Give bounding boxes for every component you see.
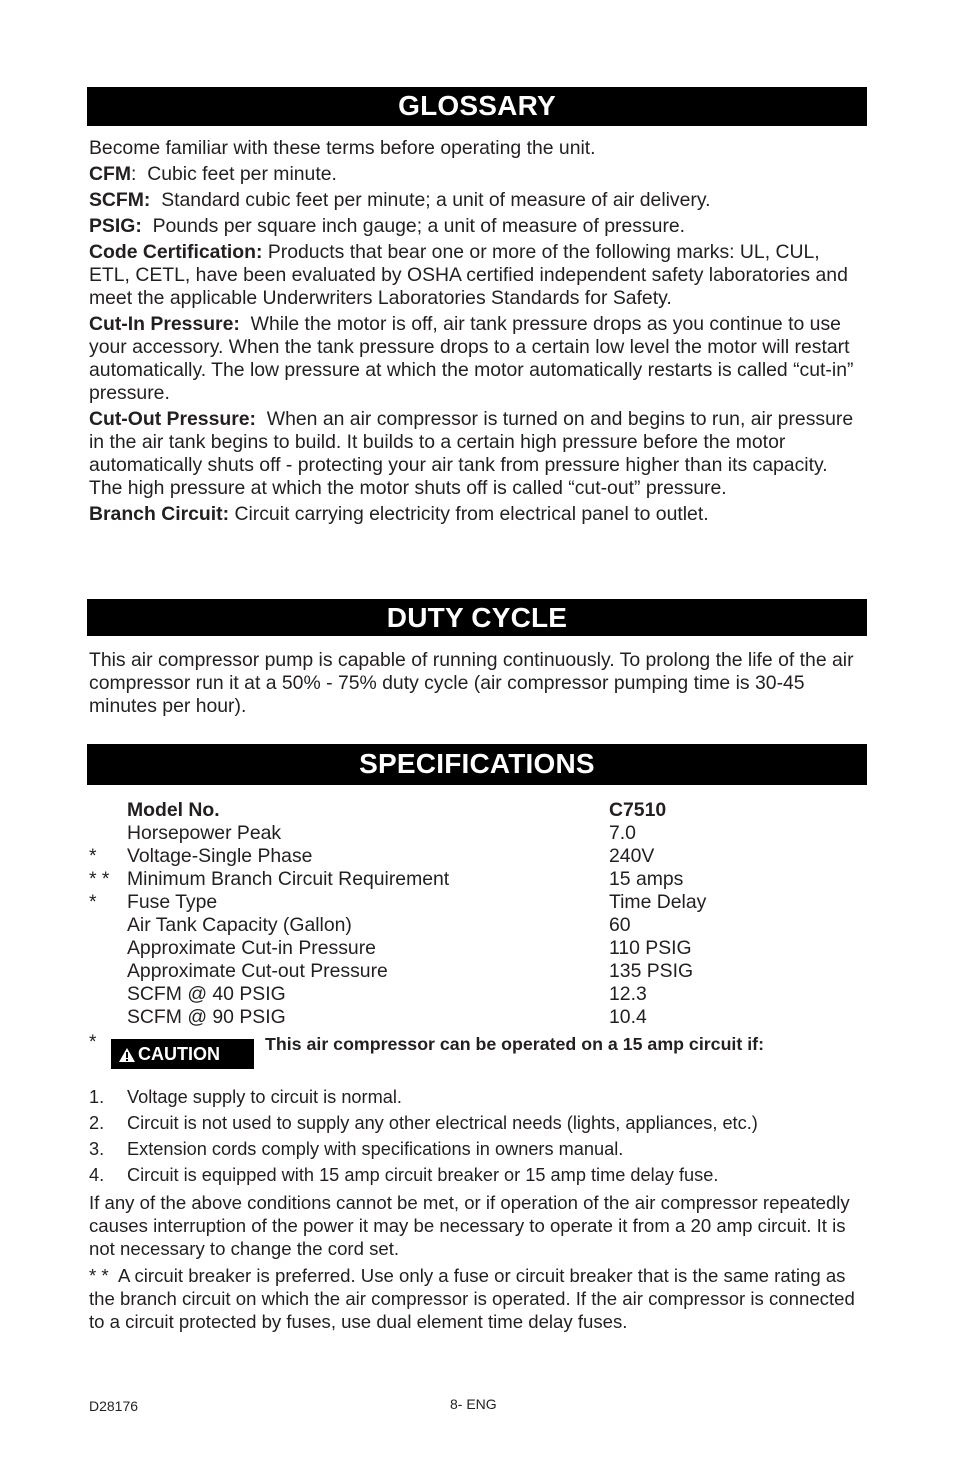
spec-footnote-mark: * * — [89, 868, 110, 890]
spec-row — [89, 914, 869, 937]
list-item: 1. Voltage supply to circuit is normal. — [89, 1087, 402, 1107]
glossary-term: Cut-In Pressure: While the motor is off, air tank pressure drops as you continue to use your accessory. When the tank pressure drops to a certain low level the motor will restart automatically. The low pressure at which the motor automatically restarts is called “cut-in” pressure. — [89, 313, 854, 404]
spec-value: 15 amps — [609, 868, 684, 890]
spec-label: SCFM @ 90 PSIG — [127, 1006, 286, 1028]
glossary-term: SCFM: Standard cubic feet per minute; a unit of measure of air delivery. — [89, 189, 711, 211]
spec-row — [89, 868, 869, 891]
spec-row — [89, 891, 869, 914]
glossary-body — [89, 137, 864, 529]
spec-footnote-mark: * — [89, 845, 97, 867]
spec-label: Air Tank Capacity (Gallon) — [127, 914, 352, 936]
spec-value: C7510 — [609, 799, 667, 821]
glossary-term: Code Certification: Products that bear one or more of the following marks: UL, CUL, ETL, CETL, have been evaluated by OSHA certified independent safety laboratories and meet the applicable Underwriters Laboratories Standards for Safety. — [89, 241, 848, 309]
glossary-term: PSIG: Pounds per square inch gauge; a unit of measure of pressure. — [89, 215, 686, 237]
spec-value: Time Delay — [609, 891, 707, 913]
glossary-term: Cut-Out Pressure: When an air compressor is turned on and begins to run, air pressure in the air tank begins to build. It builds to a certain high pressure before the motor automatically shuts off - protecting your air tank from pressure higher than its capacity. The high pressure at which the motor shuts off is called “cut-out” pressure. — [89, 408, 854, 499]
caution-label: CAUTION — [138, 1044, 220, 1064]
circuit-breaker-note: * * A circuit breaker is preferred. Use only a fuse or circuit breaker that is the same rating as the branch circuit on which the air compressor is operated. If the air compressor is connected to a circuit protected by fuses, use dual element time delay fuses. — [89, 1265, 860, 1332]
conditions-note: If any of the above conditions cannot be met, or if operation of the air compressor repeatedly causes interruption of the power it may be necessary to operate it from a 20 amp circuit. It is not necessary to change the cord set. — [89, 1192, 850, 1259]
glossary-intro: Become familiar with these terms before operating the unit. — [89, 137, 596, 159]
spec-value: 135 PSIG — [609, 960, 694, 982]
spec-label: SCFM @ 40 PSIG — [127, 983, 286, 1005]
glossary-heading: GLOSSARY — [87, 87, 867, 126]
glossary-term: CFM: Cubic feet per minute. — [89, 163, 337, 185]
caution-badge — [111, 1039, 254, 1069]
caution-text: This air compressor can be operated on a 15 amp circuit if: — [265, 1034, 765, 1054]
duty-cycle-heading: DUTY CYCLE — [87, 599, 867, 636]
duty-cycle-text: This air compressor pump is capable of running continuously. To prolong the life of the air compressor run it at a 50% - 75% duty cycle (air compressor pumping time is 30-45 minutes per hour). — [89, 649, 854, 717]
glossary-term: Branch Circuit: Circuit carrying electricity from electrical panel to outlet. — [89, 503, 709, 525]
spec-value: 240V — [609, 845, 655, 867]
spec-header-row — [89, 799, 869, 822]
conditions-list — [89, 1086, 869, 1190]
spec-row — [89, 822, 869, 845]
spec-row — [89, 1006, 869, 1029]
spec-row — [89, 845, 869, 868]
spec-label: Fuse Type — [127, 891, 218, 913]
spec-value: 10.4 — [609, 1006, 647, 1028]
spec-value: 12.3 — [609, 983, 647, 1005]
spec-row — [89, 983, 869, 1006]
page-number: 8- ENG — [450, 1396, 497, 1412]
spec-value: 7.0 — [609, 822, 636, 844]
specifications-heading: SPECIFICATIONS — [87, 744, 867, 785]
spec-row — [89, 937, 869, 960]
document-id: D28176 — [89, 1398, 139, 1414]
spec-label: Approximate Cut-in Pressure — [127, 937, 376, 959]
spec-label: Approximate Cut-out Pressure — [127, 960, 388, 982]
list-item: 2. Circuit is not used to supply any other electrical needs (lights, appliances, etc.) — [89, 1113, 758, 1133]
spec-value: 110 PSIG — [609, 937, 692, 959]
list-item: 4. Circuit is equipped with 15 amp circuit breaker or 15 amp time delay fuse. — [89, 1165, 719, 1185]
spec-label: Horsepower Peak — [127, 822, 282, 844]
caution-footnote-mark: * — [89, 1032, 97, 1053]
spec-label: Minimum Branch Circuit Requirement — [127, 868, 450, 890]
spec-label: Model No. — [127, 799, 220, 821]
list-item: 3. Extension cords comply with specifications in owners manual. — [89, 1139, 624, 1159]
spec-value: 60 — [609, 914, 631, 936]
warning-triangle-icon — [118, 1047, 136, 1063]
spec-row — [89, 960, 869, 983]
spec-footnote-mark: * — [89, 891, 97, 913]
spec-label: Voltage-Single Phase — [127, 845, 313, 867]
